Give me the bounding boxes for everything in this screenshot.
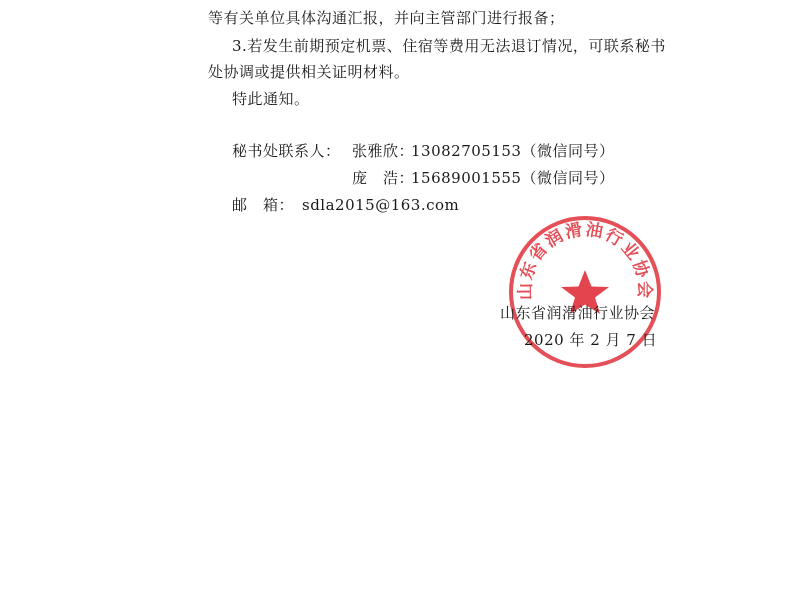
email-value: sdla2015@163.com [302, 196, 460, 214]
contact-person-1-name: 张雅欣： [352, 142, 415, 160]
notice-line-3: 处协调或提供相关证明材料。 [208, 63, 410, 81]
notice-line-4: 特此通知。 [232, 90, 310, 108]
signature-organization: 山东省润滑油行业协会 [500, 304, 656, 322]
email-label: 邮 箱： [232, 196, 295, 214]
seal-text: 山东省润滑油行业协会 [515, 219, 655, 301]
contact-person-2-name: 庞 浩： [352, 169, 415, 187]
contact-person-1-phone: 13082705153（微信同号） [411, 142, 615, 160]
notice-line-2: 3.若发生前期预定机票、住宿等费用无法退订情况，可联系秘书 [232, 37, 666, 55]
contact-label: 秘书处联系人： [232, 142, 341, 160]
contact-person-2-phone: 15689001555（微信同号） [411, 169, 615, 187]
signature-date: 2020 年 2 月 7 日 [524, 331, 658, 349]
notice-line-1: 等有关单位具体沟通汇报，并向主管部门进行报备； [208, 9, 565, 27]
